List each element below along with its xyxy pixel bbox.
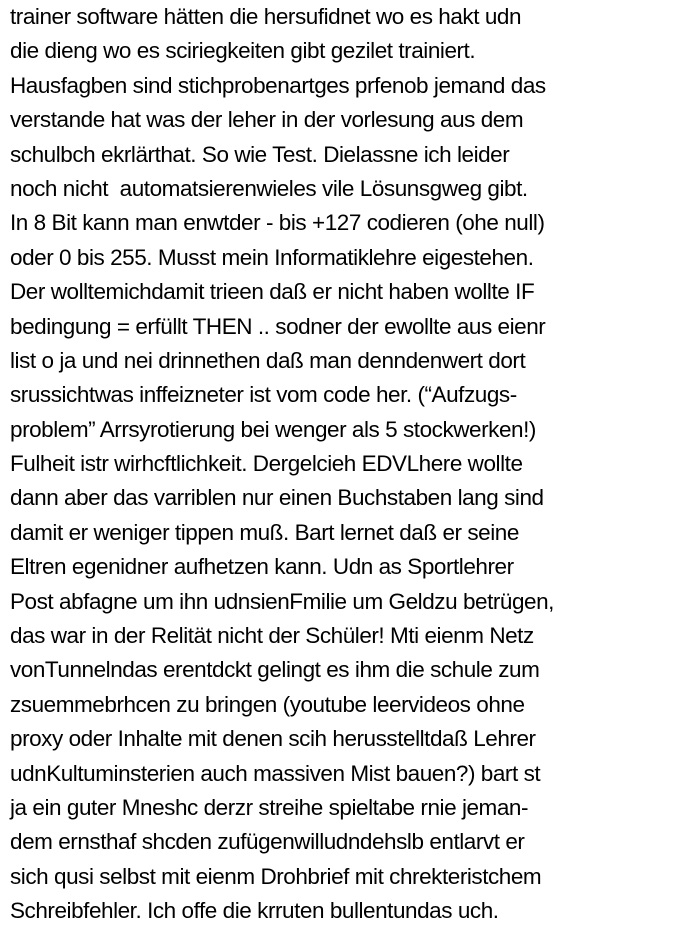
text-line: Der wolltemichdamit trieen daß er nicht haben wollte IF — [10, 279, 535, 305]
text-line: zsuemmebrhcen zu bringen (youtube leervideos ohne — [10, 691, 525, 717]
text-line: dann aber das varriblen nur einen Buchstaben lang sind — [10, 485, 544, 511]
text-line: Post abfagne um ihn udnsienFmilie um Geldzu betrügen, — [10, 588, 554, 614]
text-line: Eltren egenidner aufhetzen kann. Udn as Sportlehrer — [10, 554, 514, 580]
text-line: verstande hat was der leher in der vorlesung aus dem — [10, 107, 524, 133]
body-text — [10, 0, 680, 929]
text-line: oder 0 bis 255. Musst mein Informatiklehre eigestehen. — [10, 244, 534, 270]
text-line: udnKultuminsterien auch massiven Mist bauen?) bart st — [10, 760, 541, 786]
text-line: list o ja und nei drinnethen daß man denndenwert dort — [10, 347, 526, 373]
text-line: problem” Arrsyrotierung bei wenger als 5 stockwerken!) — [10, 416, 536, 442]
text-line: schulbch ekrlärthat. So wie Test. Dielassne ich leider — [10, 141, 510, 167]
text-line: sich qusi selbst mit eienm Drohbrief mit chrekteristchem — [10, 863, 542, 889]
text-line: dem ernsthaf shcden zufügenwilludndehslb entlarvt er — [10, 829, 525, 855]
text-line: srussichtwas inffeizneter ist vom code her. (“Aufzugs- — [10, 382, 517, 408]
text-line: Hausfagben sind stichprobenartges prfenob jemand das — [10, 72, 546, 98]
text-line: das war in der Relität nicht der Schüler! Mti eienm Netz — [10, 623, 534, 649]
text-line: trainer software hätten die hersufidnet wo es hakt udn — [10, 4, 522, 29]
text-line: bedingung = erfüllt THEN .. sodner der ewollte aus eienr — [10, 313, 546, 339]
text-line: die dieng wo es sciriegkeiten gibt gezilet trainiert. — [10, 38, 476, 64]
text-line: Schreibfehler. Ich offe die krruten bullentundas uch. — [10, 898, 499, 924]
text-line: proxy oder Inhalte mit denen scih herusstelltdaß Lehrer — [10, 726, 536, 752]
text-line: damit er weniger tippen muß. Bart lernet daß er seine — [10, 519, 519, 545]
text-line: Fulheit istr wirhcftlichkeit. Dergelcieh EDVLhere wollte — [10, 451, 523, 477]
text-line: noch nicht automatsierenwieles vile Lösunsgweg gibt. — [10, 175, 528, 201]
text-line: In 8 Bit kann man enwtder - bis +127 codieren (ohe null) — [10, 210, 545, 236]
text-line: vonTunnelndas erentdckt gelingt es ihm die schule zum — [10, 657, 540, 683]
text-line: ja ein guter Mneshc derzr streihe spieltabe rnie jeman- — [10, 794, 529, 820]
